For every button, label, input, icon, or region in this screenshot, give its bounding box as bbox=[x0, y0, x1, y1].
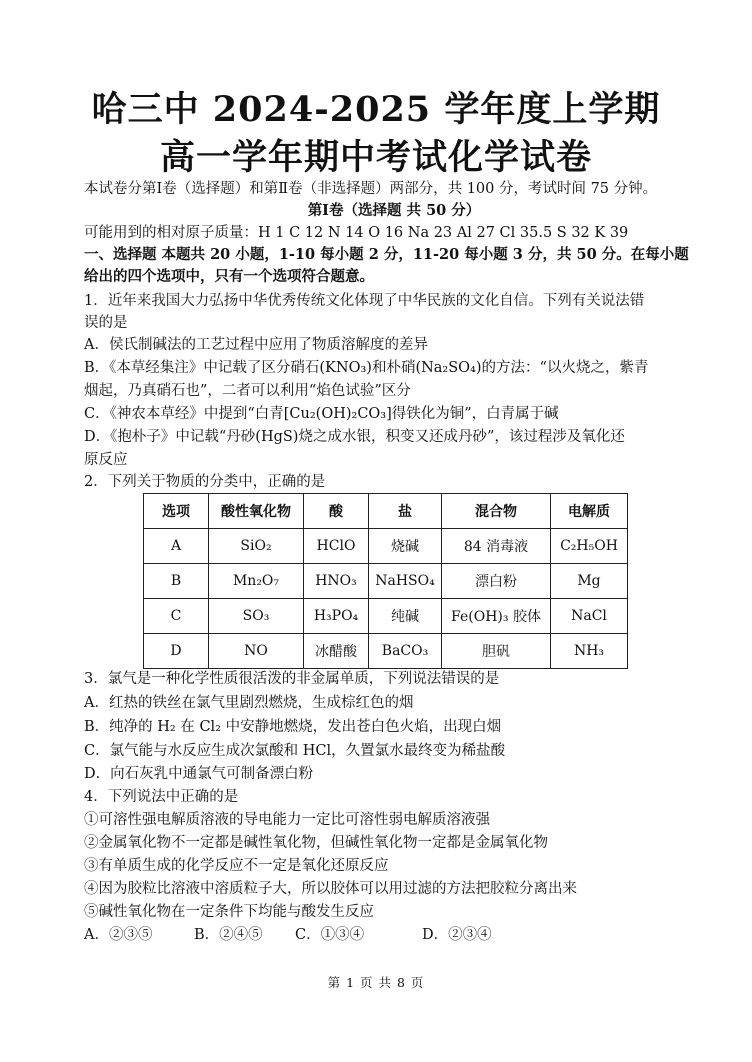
table-header-cell: 混合物 bbox=[442, 494, 551, 529]
q1-stem-line1: 1．近年来我国大力弘扬中华优秀传统文化体现了中华民族的文化自信。下列有关说法错 bbox=[84, 293, 645, 309]
exam-title-line2: 高一学年期中考试化学试卷 bbox=[159, 137, 592, 178]
q1-option-a: A．侯氏制碱法的工艺过程中应用了物质溶解度的差异 bbox=[84, 337, 428, 353]
q4-statement-2: ②金属氧化物不一定都是碱性氧化物，但碱性氧化物一定都是金属氧化物 bbox=[84, 835, 548, 851]
atomic-masses: 可能用到的相对原子质量：H 1 C 12 N 14 O 16 Na 23 Al 27 Cl 35.5 S 32 K 39 bbox=[84, 225, 629, 241]
q1-option-c: C．《神农本草经》中提到“白青[Cu₂(OH)₂CO₃]得铁化为铜”，白青属于碱 bbox=[84, 406, 559, 422]
table-header-cell: 电解质 bbox=[551, 494, 628, 529]
q3-option-c: C．氯气能与水反应生成次氯酸和 HCl，久置氯水最终变为稀盐酸 bbox=[84, 743, 506, 759]
q1-option-d-line2: 原反应 bbox=[84, 452, 128, 468]
q1-option-d-line1: D．《抱朴子》中记载“丹砂(HgS)烧之成水银，积变又还成丹砂”，该过程涉及氧化还 bbox=[84, 429, 625, 445]
classification-table bbox=[143, 493, 628, 669]
q4-statement-5: ⑤碱性氧化物在一定条件下均能与酸发生反应 bbox=[84, 904, 374, 920]
table-cell: NaHSO₄ bbox=[369, 564, 442, 599]
q1-stem-line2: 误的是 bbox=[84, 315, 128, 331]
section1-instructions-line1: 一、选择题 本题共 20 小题，1-10 每小题 2 分，11-20 每小题 3 分，共 50 分。在每小题 bbox=[84, 246, 689, 263]
table-cell: D bbox=[144, 634, 209, 669]
table-row bbox=[144, 634, 628, 669]
table-row bbox=[144, 529, 628, 564]
q4-option-d: D．②③④ bbox=[422, 927, 492, 943]
table-cell: HNO₃ bbox=[304, 564, 369, 599]
table-cell: C bbox=[144, 599, 209, 634]
table-cell: 冰醋酸 bbox=[304, 634, 369, 669]
table-cell: SiO₂ bbox=[209, 529, 304, 564]
page-number-footer: 第 1 页 共 8 页 bbox=[327, 975, 425, 990]
table-cell: NO bbox=[209, 634, 304, 669]
table-cell: 纯碱 bbox=[369, 599, 442, 634]
table-cell: C₂H₅OH bbox=[551, 529, 628, 564]
q2-stem: 2．下列关于物质的分类中，正确的是 bbox=[84, 474, 326, 490]
q3-option-a: A．红热的铁丝在氯气里剧烈燃烧，生成棕红色的烟 bbox=[84, 695, 414, 711]
q4-statement-1: ①可溶性强电解质溶液的导电能力一定比可溶性弱电解质溶液强 bbox=[84, 812, 490, 828]
table-cell: Fe(OH)₃ 胶体 bbox=[442, 599, 551, 634]
q3-option-b: B．纯净的 H₂ 在 Cl₂ 中安静地燃烧，发出苍白色火焰，出现白烟 bbox=[84, 719, 502, 735]
table-header-cell: 选项 bbox=[144, 494, 209, 529]
q4-statement-4: ④因为胶粒比溶液中溶质粒子大，所以胶体可以用过滤的方法把胶粒分离出来 bbox=[84, 881, 577, 897]
q4-statement-3: ③有单质生成的化学反应不一定是氧化还原反应 bbox=[84, 858, 389, 874]
exam-title-line1: 哈三中 2024-2025 学年度上学期 bbox=[91, 89, 661, 130]
table-cell: Mn₂O₇ bbox=[209, 564, 304, 599]
table-cell: A bbox=[144, 529, 209, 564]
table-cell: NH₃ bbox=[551, 634, 628, 669]
q4-option-c: C．①③④ bbox=[295, 927, 365, 943]
table-cell: B bbox=[144, 564, 209, 599]
table-cell: 漂白粉 bbox=[442, 564, 551, 599]
q4-stem: 4．下列说法中正确的是 bbox=[84, 789, 239, 805]
table-header-row bbox=[144, 494, 628, 529]
intro-text: 本试卷分第Ⅰ卷（选择题）和第Ⅱ卷（非选择题）两部分，共 100 分，考试时间 75 分钟。 bbox=[84, 181, 658, 197]
q4-option-a: A．②③⑤ bbox=[84, 927, 153, 943]
table-cell: HClO bbox=[304, 529, 369, 564]
table-cell: 烧碱 bbox=[369, 529, 442, 564]
q1-option-b-line2: 烟起，乃真硝石也”，二者可以利用“焰色试验”区分 bbox=[84, 383, 411, 399]
table-cell: 84 消毒液 bbox=[442, 529, 551, 564]
table-cell: H₃PO₄ bbox=[304, 599, 369, 634]
table-header-cell: 盐 bbox=[369, 494, 442, 529]
q3-stem: 3．氯气是一种化学性质很活泼的非金属单质，下列说法错误的是 bbox=[84, 671, 500, 687]
table-cell: Mg bbox=[551, 564, 628, 599]
q3-option-d: D．向石灰乳中通氯气可制备漂白粉 bbox=[84, 766, 314, 782]
table-cell: BaCO₃ bbox=[369, 634, 442, 669]
table-header-cell: 酸性氧化物 bbox=[209, 494, 304, 529]
table-cell: 胆矾 bbox=[442, 634, 551, 669]
table-cell: SO₃ bbox=[209, 599, 304, 634]
q1-option-b-line1: B．《本草经集注》中记载了区分硝石(KNO₃)和朴硝(Na₂SO₄)的方法：“以火烧之，紫青 bbox=[84, 360, 649, 376]
table-cell: NaCl bbox=[551, 599, 628, 634]
part1-heading: 第Ⅰ卷（选择题 共 50 分） bbox=[307, 202, 481, 219]
table-row bbox=[144, 599, 628, 634]
table-row bbox=[144, 564, 628, 599]
section1-instructions-line2: 给出的四个选项中，只有一个选项符合题意。 bbox=[84, 268, 374, 285]
q4-option-b: B．②④⑤ bbox=[194, 927, 263, 943]
table-header-cell: 酸 bbox=[304, 494, 369, 529]
